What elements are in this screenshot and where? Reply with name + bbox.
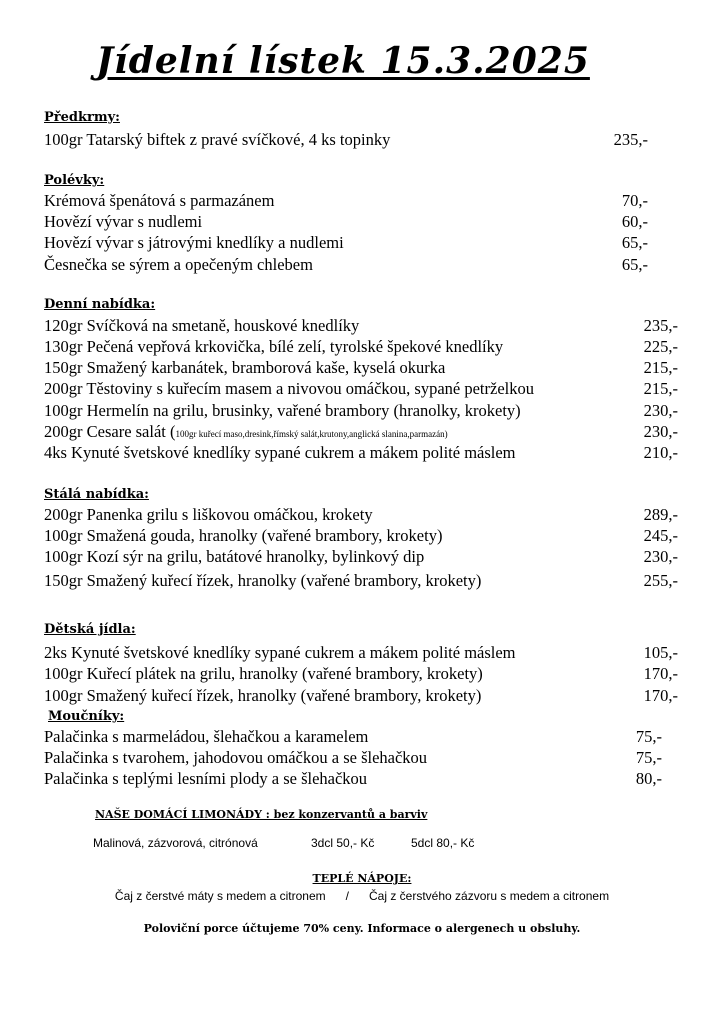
menu-item-name: Palačinka s tvarohem, jahodovou omáčkou a se šlehačkou (44, 748, 428, 767)
menu-item-name: Palačinka s teplými lesními plody a se šlehačkou (44, 769, 368, 788)
menu-item-price: 225,- (643, 337, 678, 356)
menu-item-price: 75,- (635, 727, 662, 746)
menu-item-price: 215,- (643, 379, 678, 398)
menu-item-price: 75,- (635, 748, 662, 767)
page-title: Jídelní lístek 15.3.2025 (96, 40, 590, 82)
menu-item-price: 289,- (643, 505, 678, 524)
section-heading-predkrmy: Předkrmy: (44, 110, 120, 125)
menu-item-price: 65,- (621, 233, 648, 252)
menu-item-name: 150gr Smažený karbanátek, bramborová kaše, kyselá okurka (44, 358, 446, 377)
menu-item-name: 100gr Hermelín na grilu, brusinky, vařené brambory (hranolky, krokety) (44, 401, 521, 420)
menu-item-name: 150gr Smažený kuřecí řízek, hranolky (vařené brambory, krokety) (44, 571, 482, 590)
menu-item-name: 200gr Těstoviny s kuřecím masem a nivovou omáčkou, sypané petrželkou (44, 379, 534, 398)
section-heading-denni-nabidka: Denní nabídka: (44, 297, 156, 312)
section-heading-stala-nabidka: Stálá nabídka: (44, 487, 149, 502)
section-heading-detska-jidla: Dětská jídla: (44, 622, 136, 637)
menu-item-price: 230,- (643, 401, 678, 420)
lemonade-flavors: Malinová, zázvorová, citrónová (93, 836, 258, 850)
menu-item-price: 70,- (621, 191, 648, 210)
menu-item-name: 100gr Kozí sýr na grilu, batátové hranolky, bylinkový dip (44, 547, 425, 566)
menu-item-name-with-note (44, 422, 448, 444)
menu-item-name: Hovězí vývar s nudlemi (44, 212, 203, 231)
menu-item-name: 100gr Smažená gouda, hranolky (vařené brambory, krokety) (44, 526, 443, 545)
section-heading-polevky: Polévky: (44, 173, 105, 188)
menu-item-price: 65,- (621, 255, 648, 274)
menu-item-price: 105,- (643, 643, 678, 662)
lemonade-size-large: 5dcl 80,- Kč (411, 836, 475, 850)
portion-allergen-note: Poloviční porce účtujeme 70% ceny. Informace o alergenech u obsluhy. (143, 922, 581, 935)
menu-item-name: Krémová špenátová s parmazánem (44, 191, 275, 210)
hot-drinks-list: Čaj z čerstvé máty s medem a citronem / Čaj z čerstvého zázvoru s medem a citronem (114, 889, 610, 903)
menu-item-price: 210,- (643, 443, 678, 462)
menu-item-price: 255,- (643, 571, 678, 590)
menu-item-price: 230,- (643, 547, 678, 566)
menu-item-price: 235,- (613, 130, 648, 149)
menu-item-name: 200gr Panenka grilu s liškovou omáčkou, krokety (44, 505, 373, 524)
menu-item-price: 215,- (643, 358, 678, 377)
menu-item-name: 2ks Kynuté švetskové knedlíky sypané cukrem a mákem polité máslem (44, 643, 516, 662)
menu-item-name: 120gr Svíčková na smetaně, houskové knedlíky (44, 316, 360, 335)
menu-item-price: 80,- (635, 769, 662, 788)
menu-item-name: Palačinka s marmeládou, šlehačkou a karamelem (44, 727, 369, 746)
menu-item-name: Česnečka se sýrem a opečeným chlebem (44, 255, 313, 274)
menu-item-price: 235,- (643, 316, 678, 335)
hot-drinks-heading: TEPLÉ NÁPOJE: (312, 872, 412, 885)
section-heading-moucniky: Moučníky: (48, 709, 125, 724)
menu-item-name: 4ks Kynuté švetskové knedlíky sypané cukrem a mákem polité máslem (44, 443, 516, 462)
menu-item-name: 130gr Pečená vepřová krkovička, bílé zelí, tyrolské špekové knedlíky (44, 337, 504, 356)
menu-item-price: 230,- (643, 422, 678, 441)
menu-item-ingredients: 100gr kuřecí maso,dresink,římský salát,krutony,anglická slanina,parmazán) (175, 429, 448, 439)
menu-item-name: 100gr Kuřecí plátek na grilu, hranolky (vařené brambory, krokety) (44, 664, 483, 683)
menu-item-price: 170,- (643, 664, 678, 683)
menu-item-name: 200gr Cesare salát ( (44, 422, 176, 441)
menu-item-price: 245,- (643, 526, 678, 545)
menu-item-name: 100gr Smažený kuřecí řízek, hranolky (vařené brambory, krokety) (44, 686, 482, 705)
menu-item-price: 170,- (643, 686, 678, 705)
lemonade-heading: NAŠE DOMÁCÍ LIMONÁDY : bez konzervantů a barviv (95, 808, 428, 821)
menu-item-price: 60,- (621, 212, 648, 231)
menu-item-name: 100gr Tatarský biftek z pravé svíčkové, 4 ks topinky (44, 130, 391, 149)
menu-item-name: Hovězí vývar s játrovými knedlíky a nudlemi (44, 233, 344, 252)
lemonade-size-small: 3dcl 50,- Kč (311, 836, 375, 850)
